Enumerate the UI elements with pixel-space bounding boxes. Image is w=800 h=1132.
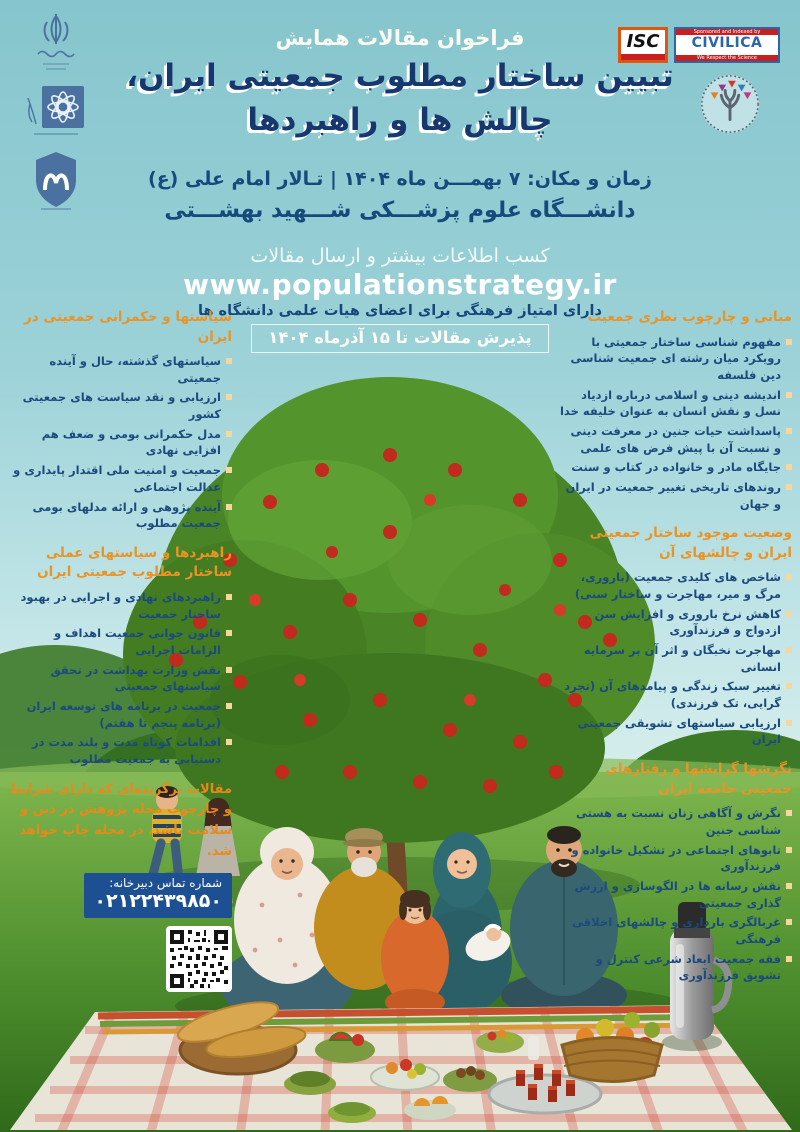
topic-list: [8, 353, 232, 532]
qr-code: [166, 926, 232, 992]
bullet-icon: [226, 504, 232, 510]
bullet-icon: [226, 394, 232, 400]
bullet-icon: [226, 467, 232, 473]
topic-item: روندهای تاریخی تغییر جمعیت در ایران و جهان: [560, 479, 792, 512]
topic-item: نقش رسانه ها در الگوسازی و ارزش گذاری جمعیتی: [560, 878, 792, 911]
bullet-icon: [786, 611, 792, 617]
bullet-icon: [786, 574, 792, 580]
bullet-icon: [786, 464, 792, 470]
topic-item: مهاجرت نخبگان و اثر آن بر سرمایه انسانی: [560, 642, 792, 675]
bullet-icon: [786, 919, 792, 925]
topic-item: قانون جوانی جمعیت اهداف و الزامات اجرایی: [8, 625, 232, 658]
topic-item: پاسداشت حیات جنین در معرفت دینی و نسبت آن با پیش فرض های علمی: [560, 423, 792, 456]
contact-phone: ۰۲۱۲۲۴۳۹۸۵۰: [94, 889, 222, 912]
bullet-icon: [786, 484, 792, 490]
topic-item: ارزیابی سیاستهای تشویقی جمعیتی ایران: [560, 715, 792, 748]
contact-label: شماره تماس دبیرخانه:: [109, 875, 222, 890]
bullet-icon: [786, 339, 792, 345]
topic-item: شاخص های کلیدی جمعیت (باروری، مرگ و میر، مهاجرت و ساختار سنی): [560, 569, 792, 602]
bullet-icon: [226, 630, 232, 636]
bullet-icon: [226, 739, 232, 745]
bullet-icon: [786, 956, 792, 962]
section-heading: نگرشها گرایشها و رفتارهای جمعیتی جامعه ایران: [605, 761, 792, 797]
isc-label: ISC: [626, 31, 660, 52]
topic-list: [8, 589, 232, 768]
bullet-icon: [786, 883, 792, 889]
topic-item: فقه جمعیت ابعاد شرعی کنترل و تشویق فرزندآوری: [560, 951, 792, 984]
topic-list: [560, 805, 792, 984]
topics-column-right: [560, 296, 792, 987]
journal-publication-note: مقالات برگزیده‌ای که دارای شرایط و چارچوب مجله پژوهش در دین و سلامت باشد، در مجله چاپ خواهد شد.: [9, 781, 232, 860]
event-date-location: زمان و مکان: ۷ بهمـــن ماه ۱۴۰۴ | تـالار امام علی (ع): [148, 168, 652, 190]
bullet-icon: [226, 667, 232, 673]
secretariat-contact-badge: [84, 873, 232, 918]
poster-title-line1: تبیین ساختار مطلوب جمعیتی ایران،: [126, 58, 674, 94]
topic-item: اندیشه دینی و اسلامی درباره ازدیاد نسل و نقش انسان به عنوان خلیفه خدا: [560, 387, 792, 420]
topic-list: [560, 569, 792, 748]
topic-item: جمعیت در برنامه های توسعه ایران (برنامه پنجم تا هفتم): [8, 698, 232, 731]
bullet-icon: [226, 594, 232, 600]
qr-code-icon: [170, 930, 228, 988]
topic-item: تابوهای اجتماعی در تشکیل خانواده و فرزندآوری: [560, 842, 792, 875]
topic-item: کاهش نرخ باروری و افزایش سن ازدواج و فرزندآوری: [560, 606, 792, 639]
bullet-icon: [226, 431, 232, 437]
section-heading: راهبردها و سیاستهای عملی ساختار مطلوب جمعیتی ایران: [37, 544, 232, 581]
bullet-icon: [786, 392, 792, 398]
bullet-icon: [226, 703, 232, 709]
poster-title-line2: چالش ها و راهبردها: [247, 102, 553, 138]
host-university: دانشـــگاه علوم پزشـــکی شـــهید بهشـــتی: [164, 198, 636, 223]
topic-item: راهبردهای نهادی و اجرایی در بهبود ساختار جمعیت: [8, 589, 232, 622]
civilica-top-strip: Sponsored and Indexed by: [676, 29, 778, 35]
topic-item: تغییر سبک زندگی و پیامدهای آن (تجرد گرایی، تک فرزندی): [560, 678, 792, 711]
section-heading: وضعیت موجود ساختار جمعیتی ایران و چالشهای آن: [589, 525, 792, 561]
topics-column-left: [8, 296, 232, 992]
civilica-sub-strip: We Respect the Science: [676, 55, 778, 61]
topic-item: آینده پژوهی و ارائه مدلهای بومی جمعیت مطلوب: [8, 499, 232, 532]
bullet-icon: [786, 810, 792, 816]
submission-deadline-badge: پذیرش مقالات تا ۱۵ آذرماه ۱۴۰۴: [251, 324, 548, 353]
section-heading: سیاستها و حکمرانی جمعیتی در ایران: [24, 309, 232, 345]
poster-kicker: فراخوان مقالات همایش: [275, 26, 525, 50]
topic-item: اقدامات کوتاه مدت و بلند مدت در دستیابی به جمعیت مطلوب: [8, 734, 232, 767]
bullet-icon: [786, 647, 792, 653]
topic-item: نقش وزارت بهداشت در تحقق سیاستهای جمعیتی: [8, 662, 232, 695]
topic-item: جمعیت و امنیت ملی اقتدار پایداری و عدالت اجتماعی: [8, 462, 232, 495]
topic-item: سیاستهای گذشته، حال و آینده جمعیتی: [8, 353, 232, 386]
bullet-icon: [786, 720, 792, 726]
faculty-privilege-line: دارای امتیاز فرهنگی برای اعضای هیات علمی دانشگاه ها: [198, 303, 602, 319]
topic-item: جایگاه مادر و خانواده در کتاب و سنت: [560, 459, 792, 476]
topic-item: نگرش و آگاهی زنان نسبت به هستی شناسی جنین: [560, 805, 792, 838]
topic-item: مدل حکمرانی بومی و ضعف هم افزایی نهادی: [8, 426, 232, 459]
section-heading: مبانی و چارچوب نظری جمعیت: [587, 309, 792, 325]
bullet-icon: [226, 358, 232, 364]
bullet-icon: [786, 847, 792, 853]
bullet-icon: [786, 428, 792, 434]
topic-item: غربالگری بارداری و چالشهای اخلاقی فرهنگی: [560, 914, 792, 947]
topic-item: ارزیابی و نقد سیاست های جمعیتی کشور: [8, 389, 232, 422]
bullet-icon: [786, 683, 792, 689]
conference-website-url: www.populationstrategy.ir: [183, 268, 617, 301]
topic-item: مفهوم شناسی ساختار جمعیتی با رویکرد میان رشته ای جمعیت شناسی دین فلسفه: [560, 334, 792, 384]
civilica-label: CIVILICA: [691, 35, 763, 51]
topic-list: [560, 334, 792, 513]
more-info-line: کسب اطلاعات بیشتر و ارسال مقالات: [250, 245, 550, 267]
